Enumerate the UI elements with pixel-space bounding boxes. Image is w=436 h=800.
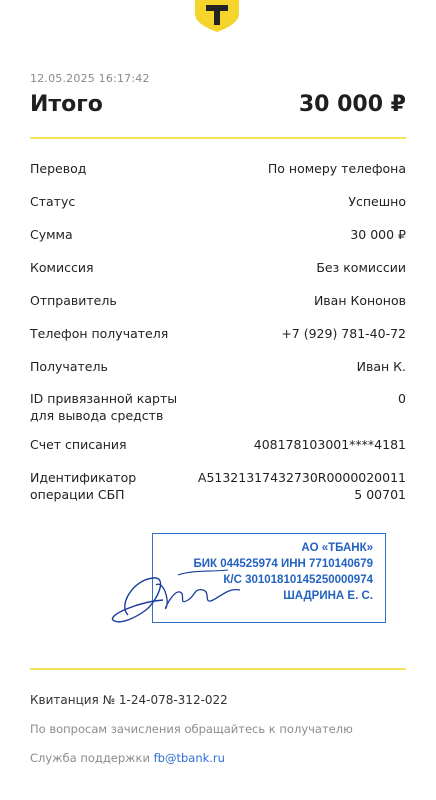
detail-value: Успешно — [348, 194, 406, 209]
detail-label: Телефон получателя — [30, 326, 169, 341]
detail-value: Без комиссии — [316, 260, 406, 275]
detail-label: Сумма — [30, 227, 73, 242]
detail-label: Идентификатор операции СБП — [30, 470, 137, 502]
detail-value: A51321317432730R00000200115 00701 — [197, 470, 406, 502]
detail-row-amount — [30, 226, 406, 243]
detail-row-sender — [30, 292, 406, 309]
detail-value: Иван К. — [356, 359, 406, 374]
detail-value: 30 000 ₽ — [350, 227, 406, 242]
total-label: Итого — [30, 92, 103, 117]
transaction-datetime: 12.05.2025 16:17:42 — [30, 72, 150, 85]
top-divider — [30, 137, 406, 139]
detail-row-status — [30, 193, 406, 210]
detail-row-debit-account — [30, 436, 406, 453]
total-amount: 30 000 ₽ — [298, 92, 406, 117]
detail-label: Отправитель — [30, 293, 117, 308]
recipient-note: По вопросам зачисления обращайтесь к получателю — [30, 722, 353, 736]
detail-row-card-id — [30, 390, 406, 424]
stamp-corr-account: К/С 30101810145250000974 — [223, 574, 373, 586]
receipt-number: Квитанция № 1-24-078-312-022 — [30, 693, 228, 707]
detail-label: Статус — [30, 194, 76, 209]
detail-label: ID привязанной карты для вывода средств — [30, 391, 178, 423]
detail-row-recipient-phone — [30, 325, 406, 342]
detail-label: Комиссия — [30, 260, 94, 275]
detail-label: Перевод — [30, 161, 87, 176]
detail-label: Счет списания — [30, 437, 127, 452]
detail-value: 408178103001****4181 — [253, 437, 406, 452]
stamp-bank-name: АО «ТБАНК» — [301, 542, 373, 554]
bottom-divider — [30, 668, 406, 670]
stamp-signer: ШАДРИНА Е. С. — [283, 590, 373, 602]
detail-row-recipient — [30, 358, 406, 375]
detail-row-sbp-id — [30, 469, 406, 503]
detail-label: Получатель — [30, 359, 108, 374]
detail-value: По номеру телефона — [267, 161, 406, 176]
detail-row-commission — [30, 259, 406, 276]
detail-value: +7 (929) 781-40-72 — [281, 326, 406, 341]
detail-value: 0 — [398, 391, 406, 406]
stamp-bik-inn: БИК 044525974 ИНН 7710140679 — [193, 558, 373, 570]
support-label: Служба поддержки — [30, 751, 154, 765]
detail-row-transfer — [30, 160, 406, 177]
tbank-logo-icon — [193, 0, 241, 32]
support-email-link[interactable]: fb@tbank.ru — [153, 751, 225, 765]
detail-value: Иван Кононов — [313, 293, 406, 308]
signature-image — [108, 560, 248, 630]
support-line — [30, 751, 225, 765]
